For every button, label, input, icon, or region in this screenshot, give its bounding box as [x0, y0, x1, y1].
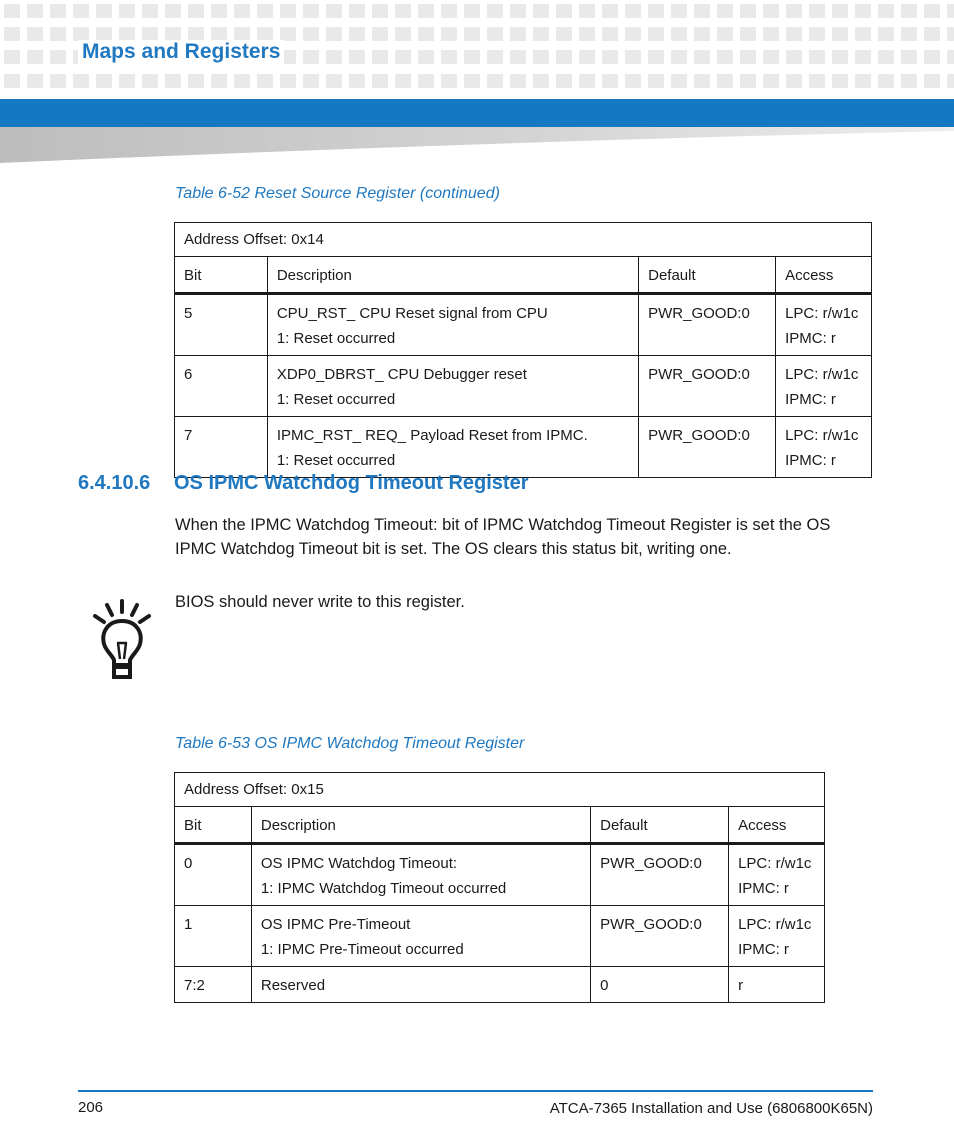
- table-header-row: [175, 257, 872, 294]
- bit-cell: 5: [175, 294, 268, 356]
- description-cell: [251, 844, 590, 906]
- pattern-tile: [211, 27, 227, 41]
- pattern-tile: [717, 27, 733, 41]
- pattern-tile: [27, 50, 43, 64]
- pattern-tile: [188, 74, 204, 88]
- description-cell: Reserved: [251, 967, 590, 1003]
- table-row: [175, 967, 825, 1003]
- pattern-tile: [372, 4, 388, 18]
- page-number: 206: [78, 1099, 104, 1116]
- default-cell: PWR_GOOD:0: [591, 844, 729, 906]
- pattern-tile: [648, 4, 664, 18]
- section-title: OS IPMC Watchdog Timeout Register: [174, 472, 529, 494]
- access-line: LPC: r/w1c: [785, 305, 859, 322]
- access-line: LPC: r/w1c: [785, 427, 859, 444]
- pattern-tile: [832, 4, 848, 18]
- pattern-tile: [50, 4, 66, 18]
- pattern-tile: [96, 4, 112, 18]
- column-header: Description: [251, 807, 590, 844]
- pattern-tile: [947, 4, 954, 18]
- section-heading: [78, 472, 528, 495]
- pattern-tile: [740, 27, 756, 41]
- pattern-tile: [717, 50, 733, 64]
- pattern-tile: [303, 50, 319, 64]
- table-row: [175, 906, 825, 967]
- pattern-tile: [924, 27, 940, 41]
- access-line: IPMC: r: [785, 330, 836, 347]
- pattern-tile: [855, 74, 871, 88]
- description-line: XDP0_DBRST_ CPU Debugger reset: [276, 366, 527, 383]
- pattern-tile: [625, 74, 641, 88]
- pattern-tile: [234, 4, 250, 18]
- pattern-tile: [280, 27, 296, 41]
- pattern-tile: [671, 74, 687, 88]
- access-line: LPC: r/w1c: [738, 855, 812, 872]
- pattern-tile: [349, 4, 365, 18]
- pattern-tile: [395, 50, 411, 64]
- pattern-tile: [441, 27, 457, 41]
- table-row: [175, 417, 872, 478]
- pattern-tile: [855, 50, 871, 64]
- pattern-tile: [510, 50, 526, 64]
- pattern-tile: [855, 4, 871, 18]
- pattern-tile: [832, 74, 848, 88]
- pattern-tile: [441, 4, 457, 18]
- pattern-tile: [96, 27, 112, 41]
- address-offset: Address Offset: 0x15: [175, 773, 825, 807]
- pattern-tile: [648, 50, 664, 64]
- header-blue-bar: [0, 99, 954, 127]
- pattern-tile: [372, 50, 388, 64]
- pattern-tile: [740, 74, 756, 88]
- pattern-tile: [27, 27, 43, 41]
- pattern-tile: [809, 4, 825, 18]
- pattern-tile: [4, 4, 20, 18]
- pattern-tile: [326, 50, 342, 64]
- pattern-tile: [924, 50, 940, 64]
- access-line: LPC: r/w1c: [738, 916, 812, 933]
- bit-cell: 1: [175, 906, 252, 967]
- bit-cell: 6: [175, 356, 268, 417]
- pattern-tile: [602, 27, 618, 41]
- access-cell: [776, 417, 872, 478]
- pattern-tile: [50, 27, 66, 41]
- pattern-tile: [142, 4, 158, 18]
- description-line: OS IPMC Watchdog Timeout:: [260, 855, 458, 872]
- pattern-tile: [96, 74, 112, 88]
- footer-rule: [78, 1090, 873, 1092]
- pattern-tile: [579, 74, 595, 88]
- pattern-tile: [901, 74, 917, 88]
- reset-source-register-table: [174, 222, 872, 478]
- description-line: OS IPMC Pre-Timeout: [260, 916, 411, 933]
- access-line: IPMC: r: [785, 391, 836, 408]
- default-cell: PWR_GOOD:0: [639, 417, 776, 478]
- access-line: IPMC: r: [738, 880, 789, 897]
- section-body-text: When the IPMC Watchdog Timeout: bit of IPMC Watchdog Timeout Register is set the OS IPMC Watchdog Timeout bit is set. The OS clears this status bit, writing one.: [175, 516, 831, 558]
- pattern-tile: [671, 4, 687, 18]
- pattern-tile: [211, 4, 227, 18]
- page-section-title: Maps and Registers: [78, 40, 284, 64]
- column-header: Access: [776, 257, 872, 294]
- pattern-tile: [556, 4, 572, 18]
- pattern-tile: [165, 27, 181, 41]
- os-ipmc-watchdog-table: [174, 772, 825, 1003]
- pattern-tile: [487, 50, 503, 64]
- pattern-tile: [326, 4, 342, 18]
- pattern-tile: [625, 27, 641, 41]
- pattern-tile: [142, 27, 158, 41]
- pattern-tile: [533, 74, 549, 88]
- description-line: CPU_RST_ CPU Reset signal from CPU: [276, 305, 548, 322]
- pattern-tile: [326, 27, 342, 41]
- pattern-tile: [694, 74, 710, 88]
- pattern-tile: [947, 27, 954, 41]
- pattern-tile: [625, 50, 641, 64]
- pattern-tile: [556, 50, 572, 64]
- pattern-tile: [326, 74, 342, 88]
- pattern-tile: [671, 27, 687, 41]
- pattern-tile: [119, 74, 135, 88]
- table-caption: Table 6-52 Reset Source Register (continued): [175, 185, 500, 202]
- pattern-tile: [464, 50, 480, 64]
- access-line: LPC: r/w1c: [785, 366, 859, 383]
- pattern-tile: [878, 74, 894, 88]
- pattern-tile: [395, 4, 411, 18]
- pattern-tile: [211, 74, 227, 88]
- access-line: IPMC: r: [785, 452, 836, 469]
- pattern-tile: [832, 50, 848, 64]
- pattern-tile: [487, 4, 503, 18]
- pattern-tile: [786, 50, 802, 64]
- pattern-tile: [464, 4, 480, 18]
- pattern-tile: [901, 4, 917, 18]
- access-cell: [776, 294, 872, 356]
- description-cell: [267, 417, 638, 478]
- address-offset: Address Offset: 0x14: [175, 223, 872, 257]
- document-reference: ATCA-7365 Installation and Use (6806800K65N): [549, 1100, 873, 1117]
- access-cell: [729, 844, 825, 906]
- pattern-tile: [418, 27, 434, 41]
- pattern-tile: [234, 27, 250, 41]
- pattern-tile: [441, 50, 457, 64]
- pattern-tile: [579, 4, 595, 18]
- column-header: Bit: [175, 257, 268, 294]
- table-row: [175, 356, 872, 417]
- table-row: [175, 294, 872, 356]
- pattern-tile: [165, 74, 181, 88]
- pattern-tile: [257, 27, 273, 41]
- pattern-tile: [947, 74, 954, 88]
- column-header: Default: [639, 257, 776, 294]
- section-number: 6.4.10.6: [78, 472, 151, 494]
- pattern-tile: [579, 50, 595, 64]
- pattern-tile: [73, 4, 89, 18]
- pattern-tile: [740, 4, 756, 18]
- pattern-tile: [487, 74, 503, 88]
- pattern-tile: [165, 4, 181, 18]
- pattern-tile: [901, 27, 917, 41]
- pattern-tile: [188, 4, 204, 18]
- pattern-tile: [648, 74, 664, 88]
- pattern-tile: [717, 74, 733, 88]
- lightbulb-icon: [92, 599, 156, 681]
- pattern-tile: [418, 4, 434, 18]
- pattern-tile: [602, 74, 618, 88]
- pattern-tile: [671, 50, 687, 64]
- pattern-tile: [717, 4, 733, 18]
- pattern-tile: [50, 50, 66, 64]
- default-cell: PWR_GOOD:0: [591, 906, 729, 967]
- column-header: Description: [267, 257, 638, 294]
- table-header-row: [175, 807, 825, 844]
- pattern-tile: [579, 27, 595, 41]
- pattern-tile: [349, 27, 365, 41]
- pattern-tile: [510, 27, 526, 41]
- pattern-tile: [763, 74, 779, 88]
- pattern-tile: [349, 50, 365, 64]
- header-grey-swoosh: [0, 127, 954, 163]
- pattern-tile: [188, 27, 204, 41]
- pattern-tile: [4, 27, 20, 41]
- pattern-tile: [878, 50, 894, 64]
- default-cell: PWR_GOOD:0: [639, 356, 776, 417]
- pattern-tile: [533, 50, 549, 64]
- pattern-tile: [809, 74, 825, 88]
- description-line: 1: Reset occurred: [276, 452, 396, 469]
- access-cell: [729, 906, 825, 967]
- pattern-tile: [487, 27, 503, 41]
- pattern-tile: [786, 27, 802, 41]
- pattern-tile: [395, 74, 411, 88]
- pattern-tile: [924, 4, 940, 18]
- description-line: IPMC_RST_ REQ_ Payload Reset from IPMC.: [276, 427, 588, 444]
- pattern-tile: [372, 74, 388, 88]
- pattern-tile: [694, 4, 710, 18]
- pattern-tile: [763, 27, 779, 41]
- table-row: [175, 844, 825, 906]
- pattern-tile: [73, 74, 89, 88]
- pattern-tile: [740, 50, 756, 64]
- pattern-tile: [119, 4, 135, 18]
- pattern-tile: [257, 74, 273, 88]
- pattern-tile: [556, 74, 572, 88]
- table-caption: Table 6-53 OS IPMC Watchdog Timeout Register: [175, 735, 525, 752]
- pattern-tile: [602, 50, 618, 64]
- pattern-tile: [533, 4, 549, 18]
- default-cell: 0: [591, 967, 729, 1003]
- pattern-tile: [694, 50, 710, 64]
- pattern-tile: [418, 50, 434, 64]
- pattern-tile: [4, 74, 20, 88]
- pattern-tile: [280, 74, 296, 88]
- note-text: BIOS should never write to this register.: [175, 593, 465, 611]
- pattern-tile: [303, 4, 319, 18]
- pattern-tile: [27, 74, 43, 88]
- pattern-tile: [257, 4, 273, 18]
- pattern-tile: [303, 74, 319, 88]
- pattern-tile: [142, 74, 158, 88]
- pattern-tile: [924, 74, 940, 88]
- pattern-tile: [556, 27, 572, 41]
- pattern-tile: [27, 4, 43, 18]
- access-cell: [776, 356, 872, 417]
- pattern-tile: [809, 50, 825, 64]
- pattern-tile: [855, 27, 871, 41]
- default-cell: PWR_GOOD:0: [639, 294, 776, 356]
- pattern-tile: [533, 27, 549, 41]
- pattern-tile: [763, 50, 779, 64]
- description-line: 1: Reset occurred: [276, 330, 396, 347]
- pattern-tile: [464, 74, 480, 88]
- pattern-tile: [809, 27, 825, 41]
- pattern-tile: [786, 74, 802, 88]
- bit-cell: 0: [175, 844, 252, 906]
- pattern-tile: [602, 4, 618, 18]
- pattern-tile: [234, 74, 250, 88]
- pattern-tile: [349, 74, 365, 88]
- column-header: Bit: [175, 807, 252, 844]
- pattern-tile: [625, 4, 641, 18]
- pattern-tile: [464, 27, 480, 41]
- pattern-tile: [418, 74, 434, 88]
- pattern-tile: [510, 74, 526, 88]
- access-cell: r: [729, 967, 825, 1003]
- pattern-tile: [119, 27, 135, 41]
- pattern-tile: [303, 27, 319, 41]
- pattern-tile: [510, 4, 526, 18]
- pattern-tile: [786, 4, 802, 18]
- column-header: Default: [591, 807, 729, 844]
- column-header: Access: [729, 807, 825, 844]
- description-cell: [267, 294, 638, 356]
- pattern-tile: [878, 4, 894, 18]
- pattern-tile: [763, 4, 779, 18]
- pattern-tile: [372, 27, 388, 41]
- pattern-tile: [832, 27, 848, 41]
- bit-cell: 7: [175, 417, 268, 478]
- pattern-tile: [947, 50, 954, 64]
- pattern-tile: [73, 27, 89, 41]
- bit-cell: 7:2: [175, 967, 252, 1003]
- pattern-tile: [694, 27, 710, 41]
- pattern-tile: [648, 27, 664, 41]
- description-line: 1: IPMC Pre-Timeout occurred: [260, 941, 464, 958]
- description-line: 1: Reset occurred: [276, 391, 396, 408]
- pattern-tile: [395, 27, 411, 41]
- description-line: 1: IPMC Watchdog Timeout occurred: [260, 880, 507, 897]
- pattern-tile: [4, 50, 20, 64]
- pattern-tile: [901, 50, 917, 64]
- pattern-tile: [441, 74, 457, 88]
- description-cell: [267, 356, 638, 417]
- pattern-tile: [878, 27, 894, 41]
- pattern-tile: [280, 4, 296, 18]
- access-line: IPMC: r: [738, 941, 789, 958]
- pattern-tile: [50, 74, 66, 88]
- description-cell: [251, 906, 590, 967]
